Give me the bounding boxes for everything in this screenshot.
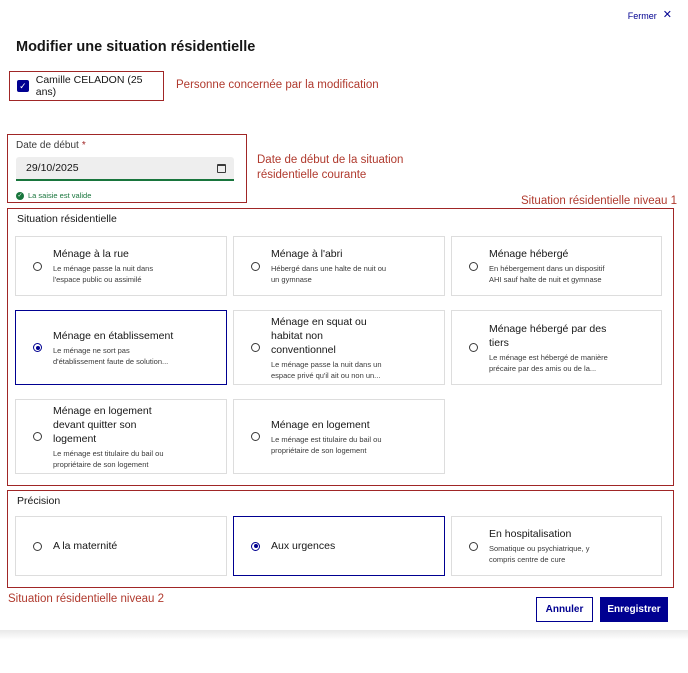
precision-title: Précision xyxy=(17,495,61,507)
option-title-line2: devant quitter son xyxy=(53,418,137,431)
save-button[interactable]: Enregistrer xyxy=(600,597,668,622)
option-desc-line1: Le ménage passe la nuit dans xyxy=(53,264,154,273)
option-desc-line1: Somatique ou psychiatrique, y xyxy=(489,544,590,553)
option-title-line2: habitat non xyxy=(271,329,323,342)
person-label: Camille CELADON (25 ans) xyxy=(35,74,143,98)
annotation-date xyxy=(257,153,403,183)
annotation-person: Personne concernée par la modification xyxy=(176,79,379,91)
modal-title: Modifier une situation résidentielle xyxy=(16,39,256,55)
option-title-line1: Ménage en squat ou xyxy=(271,315,367,328)
option-urgences[interactable] xyxy=(233,516,445,576)
option-desc xyxy=(53,448,164,470)
option-title xyxy=(489,322,608,350)
option-title: Ménage à la rue xyxy=(53,248,129,260)
annotation-level2: Situation résidentielle niveau 2 xyxy=(8,593,164,605)
check-circle-icon: ✓ xyxy=(17,192,23,199)
option-desc-line1: Hébergé dans une halte de nuit ou xyxy=(271,264,387,273)
situation-title: Situation résidentielle xyxy=(17,213,117,225)
radio-icon[interactable] xyxy=(251,262,260,271)
option-menage-squat[interactable] xyxy=(233,310,445,385)
valid-message-text: La saisie est valide xyxy=(28,191,92,200)
radio-icon[interactable] xyxy=(469,343,478,352)
close-label: Fermer xyxy=(627,10,657,21)
option-title-line1: Ménage en logement xyxy=(53,404,152,417)
radio-icon[interactable] xyxy=(33,262,42,271)
option-title: Ménage à l'abri xyxy=(271,248,343,260)
option-title-line2: tiers xyxy=(489,336,509,349)
date-label xyxy=(16,140,86,151)
option-desc-line1: Le ménage passe la nuit dans un xyxy=(271,359,382,369)
cancel-button[interactable]: Annuler xyxy=(536,597,593,622)
person-checkbox[interactable] xyxy=(9,71,164,101)
option-title: En hospitalisation xyxy=(489,528,572,540)
option-title-line3: conventionnel xyxy=(271,343,336,356)
radio-selected-icon[interactable] xyxy=(33,343,42,352)
radio-selected-icon[interactable] xyxy=(251,542,260,551)
option-title: Aux urgences xyxy=(271,540,336,552)
option-menage-logement-quitter[interactable] xyxy=(15,399,227,474)
date-label-text: Date de début xyxy=(16,140,79,151)
option-desc-line2: propriétaire de son logement xyxy=(271,445,367,455)
option-desc xyxy=(489,543,589,565)
option-title-line3: logement xyxy=(53,432,97,445)
option-menage-abri[interactable] xyxy=(233,236,445,296)
annotation-date-line1: Date de début de la situation xyxy=(257,154,404,166)
start-date-field xyxy=(7,134,247,203)
option-desc xyxy=(53,345,173,367)
option-desc-line1: Le ménage est hébergé de manière xyxy=(489,352,608,362)
close-button[interactable] xyxy=(628,10,672,21)
option-title: Ménage hébergé xyxy=(489,248,569,260)
option-desc xyxy=(489,263,605,285)
option-title xyxy=(271,315,382,357)
annotation-level1: Situation résidentielle niveau 1 xyxy=(521,195,677,207)
annotation-date-line2: résidentielle courante xyxy=(257,169,367,181)
date-value: 29/10/2025 xyxy=(26,162,79,174)
option-desc xyxy=(271,434,382,456)
option-desc-line2: l'espace public ou assimilé xyxy=(53,275,142,284)
option-menage-rue[interactable] xyxy=(15,236,227,296)
option-desc-line1: Le ménage est titulaire du bail ou xyxy=(271,434,382,444)
option-menage-heberge[interactable] xyxy=(451,236,662,296)
option-menage-etablissement[interactable] xyxy=(15,310,227,385)
option-desc-line1: Le ménage est titulaire du bail ou xyxy=(53,448,164,458)
option-title-line1: Ménage hébergé par des xyxy=(489,322,607,335)
option-desc xyxy=(489,352,608,374)
radio-icon[interactable] xyxy=(469,262,478,271)
option-title: Ménage en logement xyxy=(271,418,370,431)
option-desc-line2: propriétaire de son logement xyxy=(53,459,149,469)
option-hospitalisation[interactable] xyxy=(451,516,662,576)
option-desc-line2: précaire par des amis ou de la... xyxy=(489,363,597,373)
radio-icon[interactable] xyxy=(251,343,260,352)
radio-icon[interactable] xyxy=(251,432,260,441)
option-menage-logement[interactable] xyxy=(233,399,445,474)
option-menage-heberge-tiers[interactable] xyxy=(451,310,662,385)
calendar-icon[interactable] xyxy=(217,164,226,173)
modal-bottom-edge xyxy=(0,630,688,640)
option-desc-line1: En hébergement dans un dispositif xyxy=(489,264,605,273)
close-icon: ✕ xyxy=(662,9,672,21)
radio-icon[interactable] xyxy=(33,542,42,551)
option-desc-line1: Le ménage ne sort pas xyxy=(53,345,130,355)
option-title: Ménage en établissement xyxy=(53,329,174,342)
option-desc-line2: un gymnase xyxy=(271,275,312,284)
option-desc-line2: espace privé qu'il ait ou non un... xyxy=(271,370,381,380)
option-desc xyxy=(271,359,382,381)
option-maternite[interactable] xyxy=(15,516,227,576)
option-title: A la maternité xyxy=(53,540,118,552)
option-desc-line2: compris centre de cure xyxy=(489,555,566,564)
option-desc-line2: d'établissement faute de solution... xyxy=(53,356,169,366)
option-desc xyxy=(53,263,153,285)
option-title xyxy=(53,404,164,446)
valid-message xyxy=(16,191,91,200)
checkbox-checked-icon[interactable]: ✓ xyxy=(17,80,29,92)
required-mark: * xyxy=(81,140,86,151)
date-input[interactable] xyxy=(16,157,234,181)
option-desc xyxy=(271,263,386,285)
option-desc-line2: AHI sauf halte de nuit et gymnase xyxy=(489,275,602,284)
radio-icon[interactable] xyxy=(469,542,478,551)
radio-icon[interactable] xyxy=(33,432,42,441)
